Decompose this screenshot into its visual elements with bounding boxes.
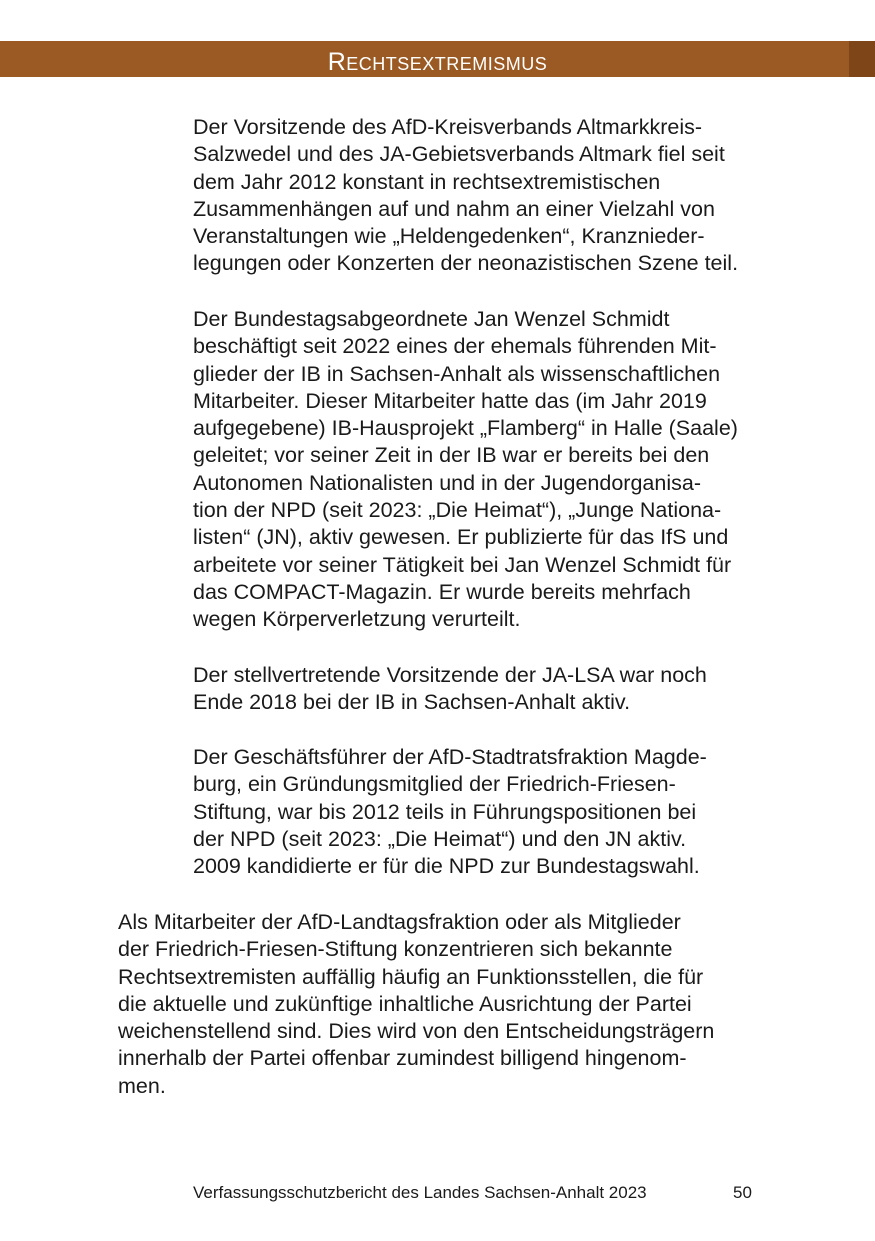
paragraph-stadtratsfraktion: Der Geschäftsführer der AfD-Stadtratsfraktion Magde- burg, ein Gründungsmitglied der Friedrich-Friesen- Stiftung, war bis 2012 teils in Führungspositionen bei der NPD (seit 2023: „Die Heimat“) und den JN aktiv. 2009 kandidierte er für die NPD zur Bundestagswahl. — [193, 745, 707, 879]
footer-page-number: 50 — [733, 1183, 752, 1202]
indented-paragraph-4-block — [193, 744, 768, 880]
main-paragraph-block — [118, 909, 768, 1100]
footer-report-title: Verfassungsschutzbericht des Landes Sachsen-Anhalt 2023 — [193, 1183, 647, 1202]
indented-paragraph-2-block — [193, 306, 768, 634]
indented-paragraph-1-block — [193, 114, 768, 278]
indented-paragraph-3-block — [193, 662, 768, 717]
paragraph-ja-lsa: Der stellvertretende Vorsitzende der JA-LSA war noch Ende 2018 bei der IB in Sachsen-Anhalt aktiv. — [193, 663, 707, 715]
paragraph-bundestagsabgeordneter: Der Bundestagsabgeordnete Jan Wenzel Schmidt beschäftigt seit 2022 eines der ehemals führenden Mit- glieder der IB in Sachsen-Anhalt als wissenschaftlichen Mitarbeiter. Dieser Mitarbeiter hatte das (im Jahr 2019 aufgegebene) IB-Hausprojekt „Flamberg“ in Halle (Saale) geleitet; vor seiner Zeit in der IB war er bereits bei den Autonomen Nationalisten und in der Jugendorganisa- tion der NPD (seit 2023: „Die Heimat“), „Junge Nationa- listen“ (JN), aktiv gewesen. Er publizierte für das IfS und arbeitete vor seiner Tätigkeit bei Jan Wenzel Schmidt für das COMPACT-Magazin. Er wurde bereits mehrfach wegen Körperverletzung verurteilt. — [193, 307, 738, 632]
paragraph-kreisverband: Der Vorsitzende des AfD-Kreisverbands Altmarkkreis- Salzwedel und des JA-Gebietsverbands Altmark fiel seit dem Jahr 2012 konstant in rechtsextremistischen Zusammenhängen auf und nahm an einer Vielzahl von Veranstaltungen wie „Heldengedenken“, Kranznieder- legungen oder Konzerten der neonazistischen Szene teil. — [193, 115, 739, 276]
paragraph-conclusion: Als Mitarbeiter der AfD-Landtagsfraktion oder als Mitglieder der Friedrich-Friesen-Stiftung konzentrieren sich bekannte Rechtsextremisten auffällig häufig an Funktionsstellen, die für die aktuelle und zukünftige inhaltliche Ausrichtung der Partei weichenstellend sind. Dies wird von den Entscheidungsträgern innerhalb der Partei offenbar zumindest billigend hingenom- men. — [118, 910, 715, 1098]
section-title: Rechtsextremismus — [327, 48, 548, 76]
